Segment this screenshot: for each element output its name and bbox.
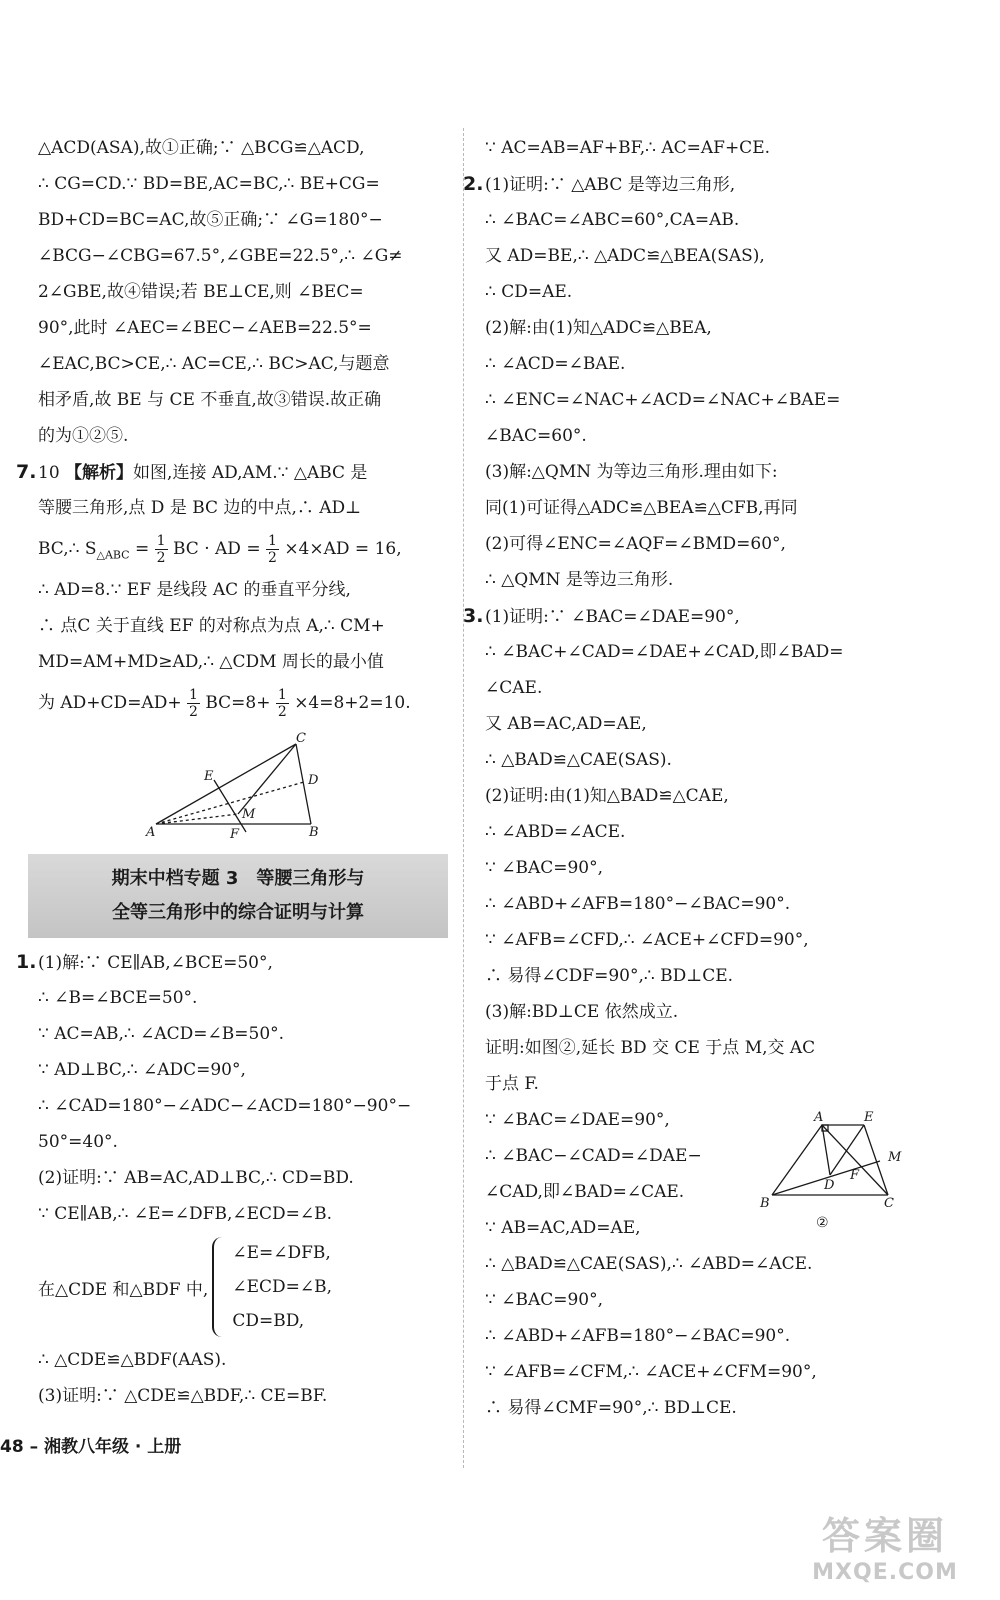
question-7 <box>16 454 448 846</box>
question-number: 2. <box>463 173 484 195</box>
text-line: ∵ AC=AB,∴ ∠ACD=∠B=50°. <box>38 1024 285 1044</box>
segment-ad-dashed <box>156 782 304 824</box>
text-line: ∠BCG−∠CBG=67.5°,∠GBE=22.5°,∴ ∠G≠ <box>38 246 403 266</box>
fraction: $\frac{1}{2}$ <box>156 533 166 566</box>
text-line: ∴ △BAD≌△CAE(SAS),∴ ∠ABD=∠ACE. <box>485 1254 813 1274</box>
text-line: ∴ ∠ABD+∠AFB=180°−∠BAC=90°. <box>485 894 791 914</box>
label-c: C <box>296 731 306 746</box>
text-line: ∴ △BAD≌△CAE(SAS). <box>485 750 672 770</box>
text-line: (2)可得∠ENC=∠AQF=∠BMD=60°, <box>485 534 786 554</box>
triangle-figure-2 <box>760 1105 910 1235</box>
watermark <box>790 1505 980 1585</box>
text-line: 如图,连接 AD,AM.∵ △ABC 是 <box>133 463 368 483</box>
text-line: ∴ AD=8.∵ EF 是线段 AC 的垂直平分线, <box>38 580 351 600</box>
text-line: ∴ 易得∠CDF=90°,∴ BD⊥CE. <box>485 966 734 986</box>
text-line: 的为①②⑤. <box>38 426 129 446</box>
label-b: B <box>309 825 319 840</box>
condition-item: ∠ECD=∠B, <box>232 1277 333 1297</box>
label-d: D <box>824 1178 835 1193</box>
text-line: ∠CAD,即∠BAD=∠CAE. <box>485 1182 685 1202</box>
label-a: A <box>814 1110 824 1125</box>
min-perimeter-line: 为 AD+CD=AD+ $\frac{1}{2}$ BC=8+ $\frac{1}{2}$ ×4=8+2=10. <box>38 687 411 720</box>
intro-block <box>38 130 448 454</box>
text-line: ∵ AB=AC,AD=AE, <box>485 1218 641 1238</box>
condition-item: CD=BD, <box>232 1311 305 1331</box>
text-line: ∵ ∠BAC=90°, <box>485 858 604 878</box>
segment-ba <box>772 1125 822 1195</box>
question-number: 1. <box>16 951 37 973</box>
label-e: E <box>864 1110 874 1125</box>
segment-ac <box>156 744 296 824</box>
text-line: (3)证明:∵ △CDE≌△BDF,∴ CE=BF. <box>38 1386 328 1406</box>
text-line: 相矛盾,故 BE 与 CE 不垂直,故③错误.故正确 <box>38 390 382 410</box>
text-line: 90°,此时 ∠AEC=∠BEC−∠AEB=22.5°= <box>38 318 372 338</box>
text-line: ∴ ∠B=∠BCE=50°. <box>38 988 198 1008</box>
text-line: ∵ AD⊥BC,∴ ∠ADC=90°, <box>38 1060 246 1080</box>
text-line: 同(1)可证得△ADC≌△BEA≌△CFB,再同 <box>485 498 798 518</box>
brace-label: 在△CDE 和△BDF 中, <box>38 1279 209 1300</box>
text-line: ∠CAE. <box>485 678 543 698</box>
text-line: ∴ △CDE≌△BDF(AAS). <box>38 1350 227 1370</box>
label-m: M <box>888 1150 902 1165</box>
text-line: △ACD(ASA),故①正确;∵ △BCG≌△ACD, <box>38 138 365 158</box>
question-3 <box>463 598 915 1426</box>
condition-item: ∠E=∠DFB, <box>232 1243 331 1263</box>
text-line: 证明:如图②,延长 BD 交 CE 于点 M,交 AC <box>485 1038 816 1058</box>
page-footer <box>0 1432 181 1457</box>
text-line: 又 AB=AC,AD=AE, <box>485 714 647 734</box>
text-line: ∴ ∠ACD=∠BAE. <box>485 354 626 374</box>
text-line: (3)解:BD⊥CE 依然成立. <box>485 1002 679 1022</box>
question-1 <box>16 944 448 1414</box>
text-line: ∵ CE∥AB,∴ ∠E=∠DFB,∠ECD=∠B. <box>38 1204 333 1224</box>
left-column <box>16 130 448 1414</box>
book-title: 湘教八年级 · 上册 <box>44 1437 182 1457</box>
text-line: 又 AD=BE,∴ △ADC≌△BEA(SAS), <box>485 246 765 266</box>
page-number: 48 <box>0 1437 24 1457</box>
banner-title: 期末中档专题 3 等腰三角形与 <box>111 868 365 889</box>
text-line: ∴ ∠ENC=∠NAC+∠ACD=∠NAC+∠BAE= <box>485 390 841 410</box>
text-line: ∠EAC,BC>CE,∴ AC=CE,∴ BC>AC,与题意 <box>38 354 390 374</box>
text-line: ∴ 易得∠CMF=90°,∴ BD⊥CE. <box>485 1398 737 1418</box>
text-line: ∴ ∠BAC−∠CAD=∠DAE− <box>485 1146 702 1166</box>
text-line: ∠BAC=60°. <box>485 426 587 446</box>
text-line: ∵ ∠AFB=∠CFM,∴ ∠ACE+∠CFM=90°, <box>485 1362 817 1382</box>
question-2 <box>463 166 915 598</box>
watermark-url: MXQE.COM <box>812 1560 958 1585</box>
text-line: ∴ CG=CD.∵ BD=BE,AC=BC,∴ BE+CG= <box>38 174 380 194</box>
fraction: $\frac{1}{2}$ <box>189 687 198 720</box>
text-line: (1)证明:∵ △ABC 是等边三角形, <box>485 175 736 195</box>
question-number: 3. <box>463 605 484 627</box>
text-line: 于点 F. <box>485 1074 539 1094</box>
text-line: BD+CD=BC=AC,故⑤正确;∵ ∠G=180°− <box>38 210 383 230</box>
text-line: (2)证明:由(1)知△BAD≌△CAE, <box>485 786 729 806</box>
fraction: $\frac{1}{2}$ <box>267 533 277 566</box>
label-f: F <box>850 1168 860 1183</box>
text-line: ∵ ∠AFB=∠CFD,∴ ∠ACE+∠CFD=90°, <box>485 930 809 950</box>
segment-am-dashed <box>156 814 238 824</box>
triangle-figure-1 <box>146 732 346 842</box>
label-a: A <box>146 825 156 840</box>
label-f: F <box>230 827 240 842</box>
text-line: ∴ ∠ABD=∠ACE. <box>485 822 626 842</box>
text-line: 等腰三角形,点 D 是 BC 边的中点,∴ AD⊥ <box>38 498 362 518</box>
answer-value: 10 <box>38 463 60 483</box>
text-line: ∵ ∠BAC=∠DAE=90°, <box>485 1110 670 1130</box>
label-b: B <box>760 1196 770 1211</box>
text-line: 2∠GBE,故④错误;若 BE⊥CE,则 ∠BEC= <box>38 282 364 302</box>
label-e: E <box>204 769 214 784</box>
text-line: ∴ CD=AE. <box>485 282 573 302</box>
section-banner <box>28 854 448 938</box>
fraction: $\frac{1}{2}$ <box>277 687 287 720</box>
text-line: ∴ ∠BAC+∠CAD=∠DAE+∠CAD,即∠BAD= <box>485 642 844 662</box>
segment-ec <box>864 1125 888 1195</box>
label-d: D <box>308 773 319 788</box>
text-line: 50°=40°. <box>38 1132 118 1152</box>
text-line: MD=AM+MD≥AD,∴ △CDM 周长的最小值 <box>38 652 384 672</box>
figure-caption: ② <box>816 1215 829 1231</box>
text-line: ∴ 点C 关于直线 EF 的对称点为点 A,∴ CM+ <box>38 616 385 636</box>
text-line: (3)解:△QMN 为等边三角形.理由如下: <box>485 462 778 482</box>
text-line: ∵ ∠BAC=90°, <box>485 1290 604 1310</box>
column-divider <box>463 128 464 1468</box>
footer-dash: – <box>29 1437 39 1457</box>
banner-subtitle: 全等三角形中的综合证明与计算 <box>112 902 364 923</box>
label-c: C <box>884 1196 894 1211</box>
text-line: (1)解:∵ CE∥AB,∠BCE=50°, <box>38 953 273 973</box>
question-number: 7. <box>16 461 37 483</box>
label-m: M <box>242 807 256 822</box>
analysis-tag: 【解析】 <box>65 463 134 483</box>
segment-cm <box>238 744 296 814</box>
text-line: ∴ ∠CAD=180°−∠ADC−∠ACD=180°−90°− <box>38 1096 412 1116</box>
text-line: ∴ △QMN 是等边三角形. <box>485 570 674 590</box>
text-line: (2)解:由(1)知△ADC≌△BEA, <box>485 318 712 338</box>
left-brace <box>212 1237 226 1337</box>
text-line: ∵ AC=AB=AF+BF,∴ AC=AF+CE. <box>485 138 771 158</box>
text-line: (2)证明:∵ AB=AC,AD⊥BC,∴ CD=BD. <box>38 1168 354 1188</box>
text-line: ∴ ∠ABD+∠AFB=180°−∠BAC=90°. <box>485 1326 791 1346</box>
area-formula-line: BC,∴ $S_{\triangle ABC}$ = $\frac{1}{2}$ BC · AD = $\frac{1}{2}$ ×4×AD = 16, <box>38 533 402 566</box>
watermark-logo: 答案圈 <box>821 1514 948 1558</box>
condition-brace-block <box>38 1232 448 1342</box>
text-line: (1)证明:∵ ∠BAC=∠DAE=90°, <box>485 607 740 627</box>
text-line: ∴ ∠BAC=∠ABC=60°,CA=AB. <box>485 210 740 230</box>
